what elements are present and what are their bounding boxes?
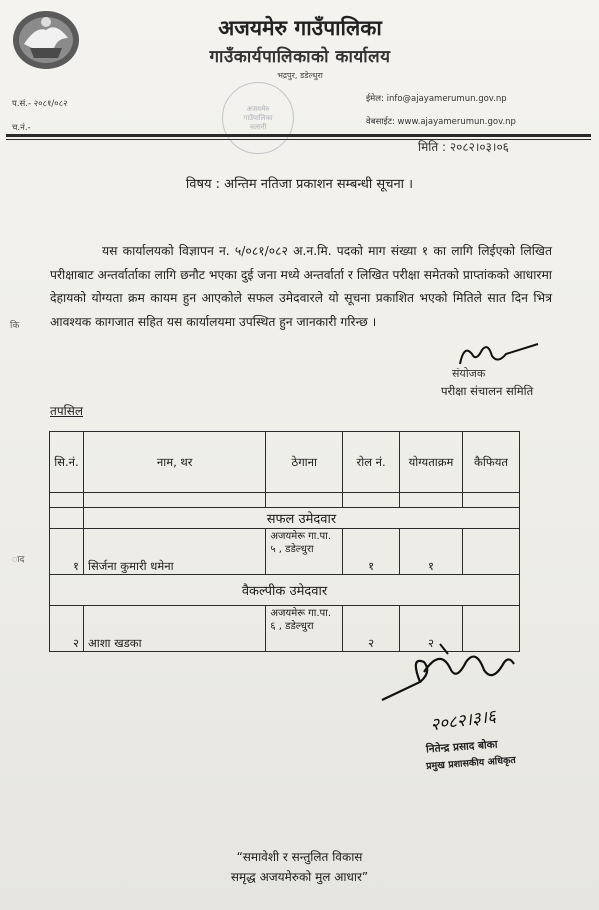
signature-date: २०८२।३।६ — [429, 706, 498, 736]
email-text: ईमेल: info@ajayamerumun.gov.np — [366, 94, 507, 104]
section-row — [50, 508, 520, 529]
notice-subject: विषय : अन्तिम नतिजा प्रकाशन सम्बन्धी सूचना । — [185, 177, 414, 192]
table-spacer-row — [50, 493, 520, 508]
stamp-line: गाउँपालिका — [243, 113, 273, 122]
col-header: कैफियत — [463, 432, 520, 493]
roll-cell: १ — [343, 529, 400, 575]
header-rule — [6, 134, 591, 137]
serial-cell: २ — [50, 606, 84, 652]
notice-date: मिति : २०८२।०३।०६ — [418, 140, 509, 154]
annex-heading: तपसिल — [50, 404, 84, 418]
notice-body: यस कार्यालयको विज्ञापन न. ५/०८१/०८२ अ.न.मि. पदको माग संख्या १ का लागि लिईएको लिखित परीक्षाबाट अन्तर्वार्ताका लागि छनौट भएका दुई जना मध्ये अन्तर्वार्ता र लिखित परीक्षा समेतको प्राप्तांकको आधारमा देहायको योग्यता क्रम कायम हुन आएकोले सफल उमेदवारले यो सूचना प्रकाशित भएको मितिले सात दिन भित्र आवश्यक कागजात सहित यस कार्यालयमा उपस्थित हुन जानकारी गरिन्छ । — [50, 244, 552, 329]
roll-cell: २ — [343, 606, 400, 652]
col-header: रोल नं. — [343, 432, 400, 493]
margin-mark: ाद — [12, 555, 25, 565]
name-cell: सिर्जना कुमारी धमेना — [83, 529, 265, 575]
address-cell: अजयमेरू गा.पा. ५ , डडेल्धुरा — [266, 529, 343, 575]
col-header: योग्यताक्रम — [400, 432, 463, 493]
name-cell: आशा खडका — [83, 606, 265, 652]
table-row — [50, 529, 520, 575]
committee-name: परीक्षा संचालन समिति — [441, 384, 534, 398]
office-title: अजयमेरु गाउँपालिका — [218, 16, 382, 40]
letter-number: प.सं.- २०८१/०८२ — [12, 99, 68, 109]
officer-signature — [380, 642, 520, 716]
col-header: ठेगाना — [266, 432, 343, 493]
website-text: वेबसाईट: www.ajayamerumun.gov.np — [366, 117, 516, 127]
dispatch-number: च.नं.- — [12, 123, 31, 133]
table-header-row — [50, 432, 520, 493]
serial-cell: १ — [50, 529, 84, 575]
remarks-cell — [463, 529, 520, 575]
rank-cell: १ — [400, 529, 463, 575]
office-subtitle: गाउँकार्यपालिकाको कार्यालय — [209, 47, 391, 67]
col-header: सि.नं. — [50, 432, 84, 493]
section-row — [50, 575, 520, 606]
col-header: नाम, थर — [83, 432, 265, 493]
section-label: सफल उमेदवार — [83, 508, 519, 529]
margin-mark: कि — [10, 321, 20, 331]
officer-title: प्रमुख प्रशासकीय अधिकृत — [425, 754, 517, 773]
office-stamp — [222, 82, 294, 154]
slogan-line-2: समृद्ध अजयमेरुको मुल आधार” — [230, 870, 369, 884]
stamp-line: अजयमेरु — [246, 104, 270, 113]
slogan-line-1: “समावेशी र सन्तुलित विकास — [236, 850, 363, 864]
nepal-emblem-icon — [10, 8, 82, 72]
officer-name: नितेन्द्र प्रसाद बोका — [425, 738, 498, 756]
stamp-line: चलानी — [249, 122, 267, 131]
office-address: भद्रपुर, डडेल्धुरा — [277, 71, 323, 80]
section-label: वैकल्पीक उमेदवार — [50, 575, 520, 606]
address-cell: अजयमेरू गा.पा. ६ , डडेल्धुरा — [266, 606, 343, 652]
convener-role: संयोजक — [452, 367, 486, 380]
result-table — [49, 431, 520, 652]
rank-cell: २ — [400, 606, 463, 652]
